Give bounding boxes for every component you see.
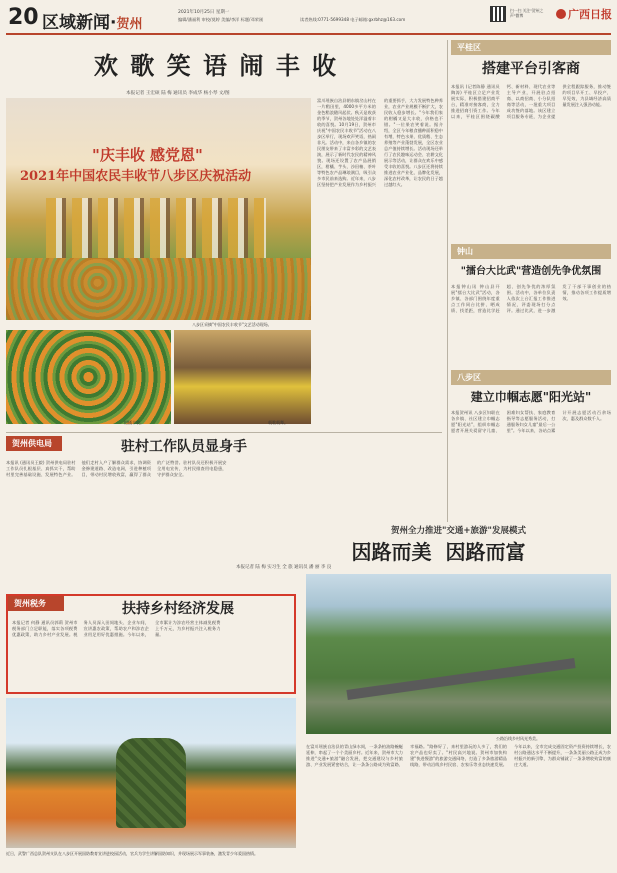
qr-code <box>490 6 506 22</box>
babu-block <box>451 370 611 520</box>
photo-banner-slogan: "庆丰收 感党恩" <box>92 146 203 164</box>
zhongshan-body: 本报钟山讯 钟山县开展"擂台大比武"活动，各乡镇、各部门围绕年度重点工作同台比拼、晒成绩、找差距，营造比学赶超、创先争优的浓厚氛围。活动中，各单位负责人依次上台汇报工作推进情况，评委现场打分点评。通过比武，进一步激发了干部干事创业的热情，推动各项工作提质增效。 <box>451 284 611 313</box>
photo-oranges <box>6 330 171 424</box>
photo-banner <box>20 144 300 184</box>
road-photo <box>306 574 611 734</box>
zhongshan-headline: "擂台大比武"营造创先争优氛围 <box>460 266 602 277</box>
paper-logo <box>556 6 612 22</box>
pinggui-block <box>451 40 611 242</box>
bottom-photo-soldiers <box>116 738 186 828</box>
gongdian-tag: 贺州供电局 <box>6 436 62 451</box>
date-line: 2021年10月25日 星期一 <box>178 10 230 15</box>
zhongshan-block <box>451 244 611 368</box>
gongdian-headline: 驻村工作队员显身手 <box>121 439 247 455</box>
masthead <box>0 0 617 38</box>
main-byline: 本报记者 王宏硕 陆 梅 通讯员 李成华 杨小琴 文/图 <box>126 91 230 96</box>
photo-harvest <box>6 258 311 320</box>
pinggui-body: 本报讯 (记者陈静 通讯员陶涛) 平桂区立足产业发展实际，积极搭建招商平台，精准对接客商，全力推进招商引资工作。今年以来，平桂区围绕碳酸钙、新材料、现代农业等主导产业，开展驻点招商、以商招商、小分队招商等活动，一批重大项目成功签约落地。该区建立项目服务专班，为企业提供全程跟踪服务，推动签约项目早开工、早投产、早见效，为县域经济高质量发展注入强劲动能。 <box>451 84 611 119</box>
paper-logo-icon <box>556 9 566 19</box>
photo-performers <box>46 198 266 258</box>
tax-body: 本报记者 何静 通讯员郭莉 贺州市税务部门立足职能，落实各项税费优惠政策，助力乡村产业发展。税务人员深入田间地头、企业车间，宣讲惠农政策，帮助农户和涉农企业用足用好优惠措施。今年以来，全市累计为涉农经营主体减免税费上千万元，为乡村振兴注入税务力量。 <box>12 620 221 637</box>
hotline: 读者热线:0771-5699348 电子邮箱:gxrbhz@163.com <box>300 17 406 22</box>
road-byline: 本报记者 陆 梅 实习生 全 旅 通讯员 潘 丽 李 良 <box>236 565 332 570</box>
road-headline: 因路而美 因路而富 <box>351 540 526 564</box>
masthead-divider <box>6 33 611 35</box>
photo-dancers-caption: 载歌载舞。 <box>268 420 288 425</box>
babu-body: 本报贺州讯 八步区妇联在各乡镇、社区建立巾帼志愿"阳光站"，组织巾帼志愿者开展关爱留守儿童、困难妇女帮扶、家庭教育指导等志愿服务活动，打通服务妇女儿童"最后一公里"。今年以来，各站点累计开展志愿活动百余场次，惠及群众数千人。 <box>451 410 611 433</box>
road-photo-road <box>346 658 575 700</box>
road-story-body: 在富川瑶族自治县的青山绿水间，一条条柏油路蜿蜒延伸，串起了一个个美丽乡村。近年来，贺州市大力推进"交通+旅游"融合发展，把交通建设与乡村旅游、产业发展紧密结合，让一条条公路成为致富路、幸福路。"路修好了，来村里游玩的人多了，我们的农产品也好卖了。"村民高兴地说。贺州市加快构建"快进慢游"的旅游交通网络，打造了多条旅游精品线路，带动沿线乡村民宿、农家乐等业态快速发展。今年以来，全市完成交通固定资产投资持续增长，农村公路通达水平不断提升，一条条美丽公路正成为乡村振兴的新引擎，为群众铺就了一条条增收致富的康庄大道。 <box>306 744 611 767</box>
main-photo-caption: 八步区采摘"中国农民丰收节"文艺活动现场。 <box>192 322 272 327</box>
photo-banner-title: 2021年中国农民丰收节八步区庆祝活动 <box>20 169 252 184</box>
bottom-photo <box>6 698 296 848</box>
tax-block <box>6 594 296 694</box>
zhongshan-tag: 钟山 <box>451 244 611 259</box>
pinggui-tag: 平桂区 <box>451 40 611 55</box>
section-name: 区域新闻· <box>42 13 117 33</box>
photo-dancers <box>174 330 311 424</box>
editors-line: 编辑/潘福利 审校/莫婷 美编/李洋 标题/邓荣刚 <box>178 17 264 22</box>
gongdian-body: 本报讯 (通讯员王毅) 贺州供电局驻村工作队员扎根基层、真抓实干，帮助村里完善基础设施、发展特色产业。他们走村入户了解群众需求，协调资金修建道路、改造电网，引进种植项目，带动村民增收致富，赢得了群众的广泛赞誉。驻村队员还积极开展安全用电宣传，为村民排查用电隐患，守护群众安全。 <box>6 460 227 477</box>
babu-headline: 建立巾帼志愿"阳光站" <box>470 390 592 404</box>
tax-tag: 贺州税务 <box>8 596 64 611</box>
region-name: 贺州 <box>116 17 143 32</box>
main-story-body: 富川瑶族自治县朝东镇岔山村在一片稻田里，4000多平方米的金色稻浪随风起伏。秋天是收获的季节，贺州各地处处洋溢着丰收的喜悦。10月19日，贺州市庆祝"中国农民丰收节"活动在八步区举行，现场欢声笑语，热闹非凡。活动中，来自各乡镇的农民朋友带来了丰富多彩的文艺表演，展示了新时代农民的精神风貌。现场还设置了农产品展销区，柑橘、芋头、沙田柚、茶叶等特色农产品琳琅满目，吸引众多市民前来选购。近年来，八步区坚持把产业发展作为乡村振兴的重要抓手，大力发展特色种养业，农业产业规模不断扩大，农民收入稳步增长。"今年我们家的柑橘又是大丰收，价格也不错。"一位果农笑着说。据介绍，全区今年粮食播种面积稳中有增，特色水果、优质稻、生态养殖等产业蓬勃发展，全区农业总产值持续增长。活动现场还举行了农民趣味运动会、农耕文化展示等活动，让群众在欢乐中感受丰收的喜悦。八步区还将持续推进农业产业化、品牌化发展，深化农村改革，让农民的日子越过越红火。 <box>317 98 443 187</box>
road-story <box>236 524 611 869</box>
road-body-gutter <box>300 594 306 844</box>
qr-label: 扫一扫 关注"贺州之声"微博 <box>510 8 544 18</box>
paper-name: 广西日报 <box>568 8 612 21</box>
bottom-photo-caption: 近日，武警广西总队贺州支队在八步区开展国防教育宣讲进校园活动，官兵为学生讲解国防知识，并现场展示军事装备，激发青少年爱国热情。 <box>6 851 258 856</box>
section-title <box>42 8 142 33</box>
photo-oranges-caption: 柑橘丰收。 <box>124 420 144 425</box>
road-photo-caption: 公路沿线乡村风光秀美。 <box>496 736 540 741</box>
page-number: 20 <box>8 5 39 30</box>
babu-tag: 八步区 <box>451 370 611 385</box>
main-photo <box>6 98 311 320</box>
pinggui-headline: 搭建平台引客商 <box>482 61 580 77</box>
tax-headline: 扶持乡村经济发展 <box>122 601 234 617</box>
main-story <box>6 38 443 428</box>
main-headline: 欢 歌 笑 语 闹 丰 收 <box>93 51 339 80</box>
right-column-divider <box>447 40 448 522</box>
mid-divider <box>6 432 442 433</box>
road-kicker: 贺州全力推进"交通+旅游"发展模式 <box>391 526 526 536</box>
